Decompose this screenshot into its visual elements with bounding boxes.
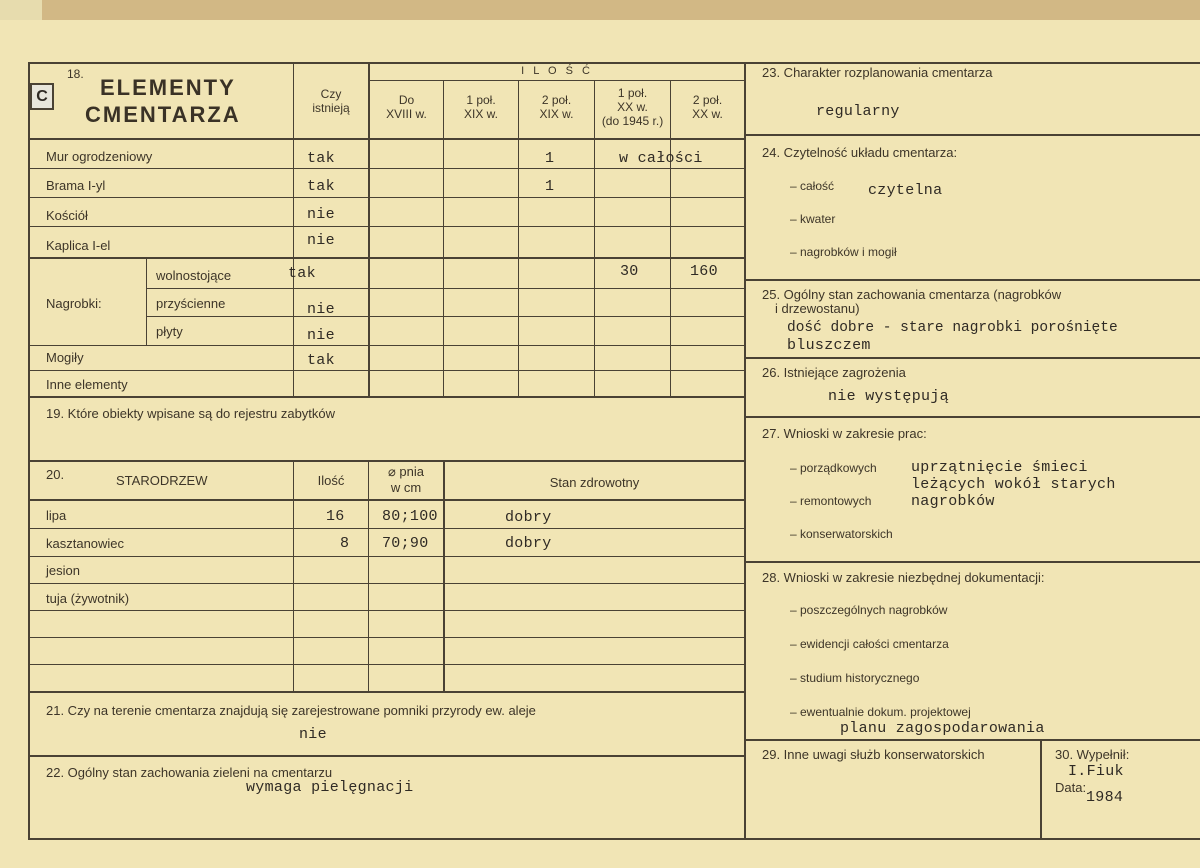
brama-exists-value: tak — [307, 178, 335, 195]
item20-bottom-line — [28, 691, 744, 693]
row-line-4 — [28, 257, 744, 259]
row-line-1 — [28, 168, 744, 169]
kasztanowiec-diameter-value: 70;90 — [382, 535, 429, 552]
tree-col-ilosc: Ilość — [317, 473, 345, 488]
period-3-label-1: 2 poł. — [541, 93, 572, 107]
tree-name-lipa: lipa — [46, 508, 67, 523]
item27-row-konserwatorskich: – konserwatorskich — [790, 527, 893, 541]
item30-value: I.Fiuk — [1068, 763, 1124, 780]
tree-row-line-4 — [28, 610, 744, 611]
item25-value-line1: dość dobre - stare nagrobki porośnięte — [787, 320, 1118, 336]
tree-name-kasztanowiec: kasztanowiec — [46, 536, 125, 551]
period-2-label-2: XIX w. — [463, 107, 498, 121]
row-line-2 — [28, 197, 744, 198]
record-card — [0, 20, 1200, 868]
frame-middle-divider — [744, 62, 746, 840]
item23-value: regularny — [816, 103, 900, 120]
row-label-przyscienne: przyścienne — [156, 296, 226, 311]
col-line-3 — [443, 80, 444, 398]
item24-row-kwater: – kwater — [790, 212, 836, 226]
item18-number: 18. — [67, 67, 84, 81]
item18-bottom-line — [28, 396, 744, 398]
item30-label: 30. Wypełnił: — [1055, 747, 1130, 762]
plyty-exists-value: nie — [307, 327, 335, 344]
item29-30-divider — [1040, 739, 1042, 840]
mur-p3-value: 1 — [545, 150, 555, 167]
item27-value-line2: leżących wokół starych — [911, 476, 1116, 493]
row-label-mur: Mur ogrodzeniowy — [46, 149, 153, 164]
item22-value: wymaga pielęgnacji — [246, 779, 414, 796]
tree-col-line-1 — [293, 460, 294, 692]
mur-p4-value: w całości — [619, 150, 703, 167]
period-3-label-2: XIX w. — [539, 107, 574, 121]
item23-bottom-line — [744, 134, 1200, 136]
item27-label: 27. Wnioski w zakresie prac: — [762, 426, 927, 441]
item18-title-line2: CMENTARZA — [85, 102, 241, 127]
tree-col-pnia-2: w cm — [390, 480, 422, 495]
period-4-label-1: 1 poł. — [617, 86, 648, 100]
tree-row-line-1 — [28, 528, 744, 529]
tree-row-line-6 — [28, 664, 744, 665]
period-1-label-2: XVIII w. — [386, 107, 427, 121]
row-label-kaplica: Kaplica I-el — [46, 238, 111, 253]
col-line-4 — [518, 80, 519, 398]
item20-number: 20. — [46, 467, 65, 482]
nagrobki-label: Nagrobki: — [46, 296, 102, 311]
period-4-label-2: XX w. — [617, 100, 648, 114]
col-czy-label-2: istnieją — [312, 101, 350, 115]
brama-p3-value: 1 — [545, 178, 555, 195]
row-line-6 — [146, 316, 744, 317]
wolnostojace-p5-value: 160 — [690, 263, 718, 280]
item28-row-poszczegolnych: – poszczególnych nagrobków — [790, 603, 948, 617]
item25-label-line1: 25. Ogólny stan zachowania cmentarza (nagrobków — [762, 287, 1062, 302]
item24-row-calosc: – całość — [790, 179, 835, 193]
lipa-state-value: dobry — [505, 509, 552, 526]
item26-label: 26. Istniejące zagrożenia — [762, 365, 906, 380]
nagrobki-divider — [146, 259, 147, 346]
row-line-5 — [146, 288, 744, 289]
item30-date-label: Data: — [1055, 780, 1087, 795]
tree-name-tuja: tuja (żywotnik) — [46, 591, 130, 606]
item20-top-line — [28, 460, 744, 462]
item20-title: STARODRZEW — [116, 473, 208, 488]
row-label-wolnostojace: wolnostojące — [156, 268, 232, 283]
kaplica-exists-value: nie — [307, 232, 335, 249]
item27-row-remontowych: – remontowych — [790, 494, 872, 508]
item27-value-line3: nagrobków — [911, 493, 995, 510]
lipa-count-value: 16 — [326, 508, 345, 525]
item25-value-line2: bluszczem — [787, 337, 871, 354]
ilosc-header: I L O Ś Ć — [521, 65, 593, 77]
row-label-brama: Brama I-yl — [46, 178, 106, 193]
item21-label: 21. Czy na terenie cmentarza znajdują się zarejestrowane pomniki przyrody ew. aleje — [46, 703, 536, 718]
period-5-label-1: 2 poł. — [692, 93, 723, 107]
wolnostojace-p4-value: 30 — [620, 263, 639, 280]
item21-value: nie — [299, 726, 327, 743]
period-5-label-2: XX w. — [692, 107, 723, 121]
lipa-diameter-value: 80;100 — [382, 508, 438, 525]
item28-value: planu zagospodarowania — [840, 720, 1045, 737]
item30-date-value: 1984 — [1086, 789, 1124, 806]
mogily-exists-value: tak — [307, 352, 335, 369]
item26-bottom-line — [744, 416, 1200, 418]
row-label-plyty: płyty — [156, 324, 183, 339]
tree-col-stan: Stan zdrowotny — [549, 475, 640, 490]
item27-bottom-line — [744, 561, 1200, 563]
item19-label: 19. Które obiekty wpisane są do rejestru zabytków — [46, 406, 336, 421]
tree-row-line-5 — [28, 637, 744, 638]
period-1-label-1: Do — [398, 93, 415, 107]
item28-row-ewentualnie: – ewentualnie dokum. projektowej — [790, 705, 971, 719]
item25-label-line2: i drzewostanu) — [775, 301, 860, 316]
item26-value: nie występują — [828, 388, 949, 405]
period-4-label-3: (do 1945 r.) — [601, 114, 664, 128]
item18-header-bottom-line — [28, 138, 744, 140]
item25-bottom-line — [744, 357, 1200, 359]
ilosc-underline — [368, 80, 744, 81]
item24-bottom-line — [744, 279, 1200, 281]
item27-value-line1: uprzątnięcie śmieci — [911, 459, 1088, 476]
mur-exists-value: tak — [307, 150, 335, 167]
tree-row-line-3 — [28, 583, 744, 584]
item21-bottom-line — [28, 755, 744, 757]
row-line-8 — [28, 370, 744, 371]
item28-bottom-line — [744, 739, 1200, 741]
item24-row-nagrobkow: – nagrobków i mogił — [790, 245, 897, 259]
kasztanowiec-count-value: 8 — [340, 535, 350, 552]
col-line-6 — [670, 80, 671, 398]
item28-row-studium: – studium historycznego — [790, 671, 920, 685]
wolnostojace-exists-value: tak — [288, 265, 316, 282]
tree-row-line-2 — [28, 556, 744, 557]
przyscienne-exists-value: nie — [307, 301, 335, 318]
item23-label: 23. Charakter rozplanowania cmentarza — [762, 65, 993, 80]
tree-col-line-3 — [443, 460, 445, 692]
frame-bottom — [28, 838, 1200, 840]
period-2-label-1: 1 poł. — [466, 93, 496, 107]
item24-calosc-value: czytelna — [868, 182, 943, 199]
frame-left — [28, 62, 30, 840]
item28-row-ewidencji: – ewidencji całości cmentarza — [790, 637, 949, 651]
item28-label: 28. Wnioski w zakresie niezbędnej dokumentacji: — [762, 570, 1045, 585]
item29-label: 29. Inne uwagi służb konserwatorskich — [762, 747, 985, 762]
row-line-7 — [28, 345, 744, 346]
row-label-inne: Inne elementy — [46, 377, 128, 392]
kasztanowiec-state-value: dobry — [505, 535, 552, 552]
row-label-kosciol: Kościół — [46, 208, 88, 223]
item20-header-bottom-line — [28, 499, 744, 501]
tree-name-jesion: jesion — [46, 563, 80, 578]
section-letter-box: C — [30, 83, 54, 110]
item18-title-line1: ELEMENTY — [100, 75, 236, 100]
row-label-mogily: Mogiły — [46, 350, 84, 365]
col-czy-label-1: Czy — [320, 87, 342, 101]
item22-label: 22. Ogólny stan zachowania zieleni na cmentarzu — [46, 765, 333, 780]
tree-col-pnia-1: ⌀ pnia — [387, 464, 425, 479]
kosciol-exists-value: nie — [307, 206, 335, 223]
row-line-3 — [28, 226, 744, 227]
item24-label: 24. Czytelność układu cmentarza: — [762, 145, 958, 160]
item27-row-porzadkowych: – porządkowych — [790, 461, 877, 475]
